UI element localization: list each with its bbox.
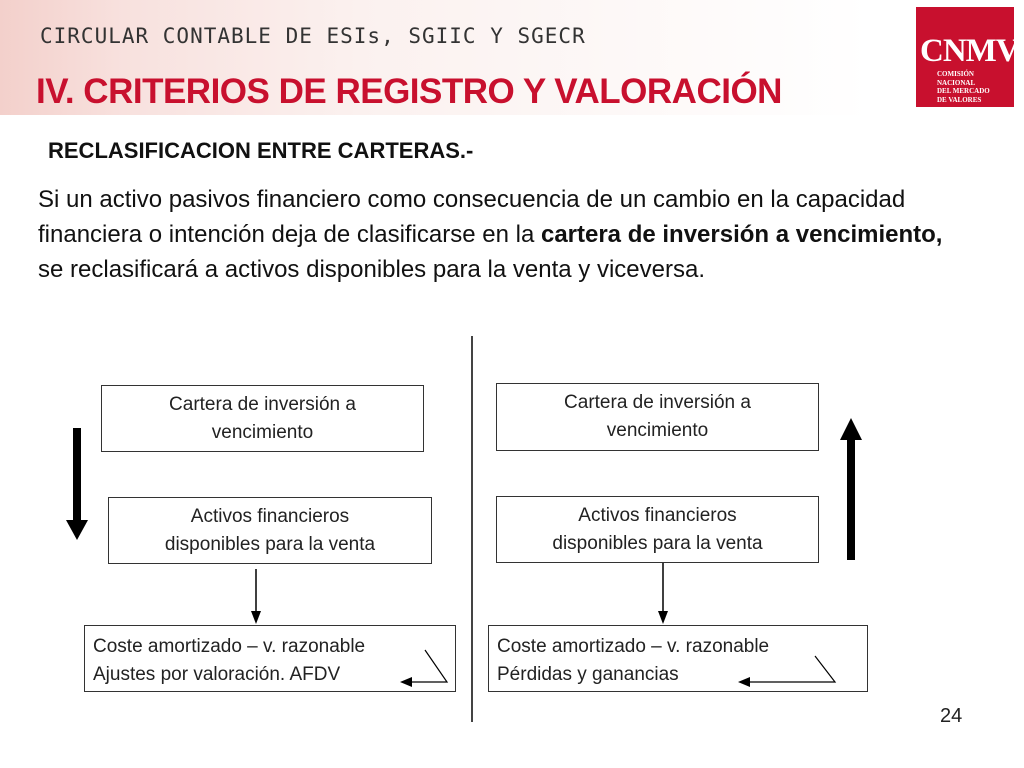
left-middle-box bbox=[108, 497, 432, 564]
slide-subtitle: CIRCULAR CONTABLE DE ESIs, SGIIC Y SGECR bbox=[40, 24, 586, 48]
box-line: disponibles para la venta bbox=[164, 533, 376, 555]
box-line: Cartera de inversión a bbox=[169, 393, 356, 415]
box-line: Ajustes por valoración. AFDV bbox=[93, 664, 341, 685]
logo-wordmark: CNMV bbox=[920, 33, 1019, 69]
right-big-up-arrow bbox=[840, 418, 862, 560]
logo-subtext bbox=[937, 70, 1013, 104]
box-line: vencimiento bbox=[606, 420, 709, 441]
section-heading: RECLASIFICACION ENTRE CARTERAS.- bbox=[48, 138, 474, 163]
box-line: Activos financieros bbox=[578, 504, 737, 526]
box-line: Cartera de inversión a bbox=[564, 392, 751, 413]
slide-title: IV. CRITERIOS DE REGISTRO Y VALORACIÓN bbox=[36, 72, 782, 111]
page-number: 24 bbox=[940, 705, 963, 727]
left-bottom-box bbox=[84, 625, 456, 692]
box-line: Activos financieros bbox=[190, 505, 350, 527]
right-bottom-box bbox=[488, 625, 868, 692]
box-line: Pérdidas y ganancias bbox=[497, 664, 679, 685]
logo-sub-line: NACIONAL bbox=[937, 78, 976, 87]
right-top-box bbox=[496, 383, 819, 451]
paragraph-bold-text: cartera de inversión a vencimiento, bbox=[540, 221, 943, 248]
left-big-down-arrow bbox=[66, 428, 88, 540]
paragraph-text: Si un activo pasivos financiero como consecuencia de un cambio en la capacidad financiera o intención deja de clasificarse en la bbox=[38, 186, 906, 248]
box-line: vencimiento bbox=[211, 421, 314, 443]
logo-sub-line: COMISIÓN bbox=[937, 70, 974, 78]
box-line: disponibles para la venta bbox=[552, 532, 763, 554]
box-line: Coste amortizado – v. razonable bbox=[497, 636, 770, 657]
logo-sub-line: DE VALORES bbox=[937, 95, 982, 104]
left-top-box bbox=[101, 385, 424, 452]
right-middle-box bbox=[496, 496, 819, 563]
column-divider bbox=[471, 336, 473, 722]
logo-sub-line: DEL MERCADO bbox=[937, 87, 990, 95]
paragraph-text: se reclasificará a activos disponibles para la venta y viceversa. bbox=[38, 256, 705, 283]
cnmv-logo bbox=[916, 7, 1019, 107]
left-connector-arrow bbox=[251, 569, 261, 624]
right-connector-arrow bbox=[658, 563, 668, 624]
body-paragraph bbox=[38, 182, 958, 287]
box-line: Coste amortizado – v. razonable bbox=[93, 636, 366, 657]
